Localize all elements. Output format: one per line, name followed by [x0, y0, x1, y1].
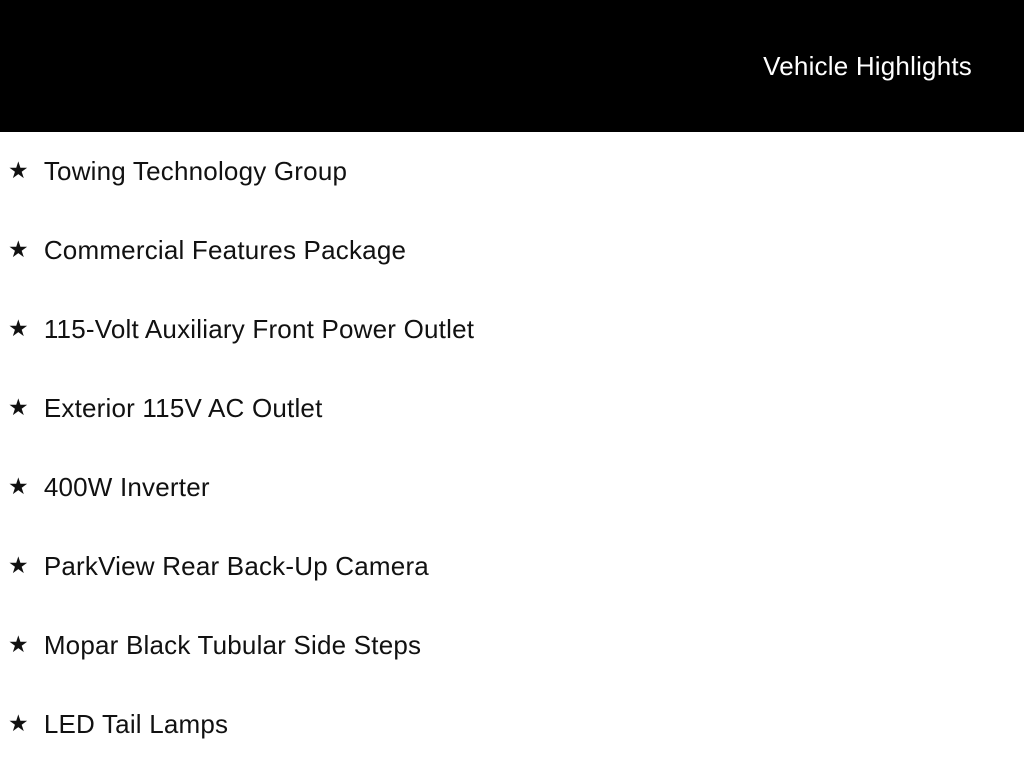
- star-icon: ★: [8, 552, 29, 578]
- list-item-label: Mopar Black Tubular Side Steps: [43, 630, 422, 660]
- star-icon: ★: [8, 315, 29, 341]
- list-item-label: 115-Volt Auxiliary Front Power Outlet: [43, 314, 475, 344]
- list-item: [8, 211, 1024, 290]
- star-icon: ★: [8, 394, 29, 420]
- highlights-list: [0, 132, 1024, 764]
- list-item-label: Commercial Features Package: [43, 235, 407, 265]
- star-icon: ★: [8, 710, 29, 736]
- page-header: [0, 0, 1024, 132]
- star-icon: ★: [8, 631, 29, 657]
- list-item-label: ParkView Rear Back-Up Camera: [43, 551, 429, 581]
- list-item: [8, 290, 1024, 369]
- list-item-label: Towing Technology Group: [43, 156, 348, 186]
- star-icon: ★: [8, 473, 29, 499]
- list-item: [8, 685, 1024, 764]
- star-icon: ★: [8, 157, 29, 183]
- list-item: [8, 369, 1024, 448]
- page-title: Vehicle Highlights: [763, 50, 972, 81]
- list-item: [8, 527, 1024, 606]
- list-item: [8, 448, 1024, 527]
- list-item-label: 400W Inverter: [43, 472, 210, 502]
- list-item-label: LED Tail Lamps: [43, 709, 229, 739]
- list-item: [8, 132, 1024, 211]
- list-item: [8, 606, 1024, 685]
- list-item-label: Exterior 115V AC Outlet: [43, 393, 323, 423]
- star-icon: ★: [8, 236, 29, 262]
